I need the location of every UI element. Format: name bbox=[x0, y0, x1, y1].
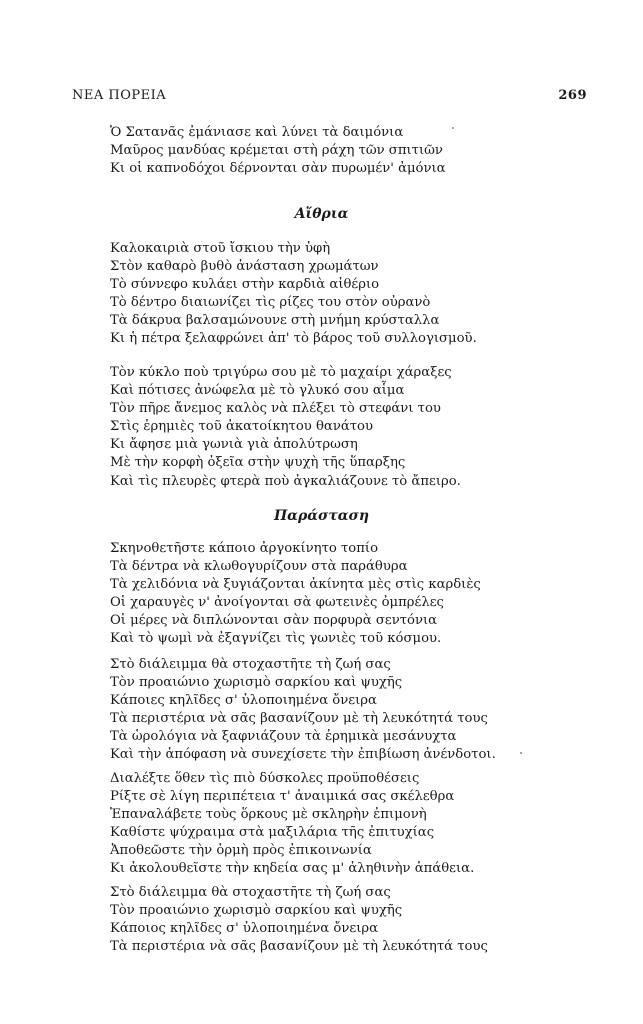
verse-line: Τὸν προαιώνιο χωρισμὸ σαρκίου καὶ ψυχῆς bbox=[110, 675, 403, 691]
verse-line: Ρίξτε σὲ λίγη περιπέτεια τ' ἀναιμικά σας σκέλεθρα bbox=[110, 789, 455, 805]
verse-line: Καθίστε ψύχραιμα στὰ μαξιλάρια τῆς ἐπιτυχίας bbox=[110, 825, 435, 841]
verse-line: Κάποιες κηλῖδες σ' ὑλοποιημένα ὄνειρα bbox=[110, 693, 377, 709]
verse-line: Ὁ Σατανᾶς ἐμάνιασε καὶ λύνει τὰ δαιμόνια bbox=[110, 125, 404, 140]
verse-line: Μὲ τὴν κορφὴ ὀξεῖα στὴν ψυχὴ τῆς ὕπαρξης bbox=[110, 455, 406, 471]
verse-line: Κάποιος κηλῖδες σ' ὑλοποιημένα ὄνειρα bbox=[110, 921, 379, 937]
verse-line: Τὸν κύκλο ποὺ τριγύρω σου μὲ τὸ μαχαίρι χάραξες bbox=[110, 365, 452, 380]
verse-line: Σκηνοθετῆστε κάποιο ἀργοκίνητο τοπίο bbox=[110, 541, 379, 556]
verse-line: Τὸ σύννεφο κυλάει στὴν καρδιὰ αἰθέριο bbox=[110, 277, 380, 293]
verse-line: Καὶ τὶς πλευρὲς φτερὰ ποὺ ἀγκαλιάζουνε τὸ ἄπειρο. bbox=[110, 473, 461, 489]
stanza bbox=[110, 884, 488, 956]
verse-line: Τὸ δέντρο διαιωνίζει τὶς ρίζες του στὸν οὐρανὸ bbox=[110, 295, 431, 311]
page-number: 269 bbox=[558, 88, 587, 103]
verse-line: Κι οἱ καπνοδόχοι δέρνονται σὰν πυρωμέν' ἀμόνια bbox=[110, 161, 446, 177]
verse-line: Στὸν καθαρὸ βυθὸ ἀνάσταση χρωμάτων bbox=[110, 259, 379, 275]
stanza bbox=[110, 124, 446, 178]
verse-line: Οἱ μέρες νὰ διπλώνονται σὰν πορφυρὰ σεντόνια bbox=[110, 613, 438, 629]
stanza bbox=[110, 656, 496, 765]
stanza bbox=[110, 540, 481, 649]
verse-line: Οἱ χαραυγὲς ν' ἀνοίγονται σὰ φωτεινὲς ὀμπρέλες bbox=[110, 595, 444, 611]
verse-line: Διαλέξτε ὅθεν τὶς πιὸ δύσκολες προϋποθέσεις bbox=[110, 771, 420, 786]
verse-line: Στὶς ἐρημιὲς τοῦ ἀκατοίκητου θανάτου bbox=[110, 419, 374, 435]
verse-line: Στὸ διάλειμμα θὰ στοχαστῆτε τὴ ζωή σας bbox=[110, 885, 391, 900]
stanza bbox=[110, 240, 477, 349]
verse-line: Τὰ ὡρολόγια νὰ ξαφνιάζουν τὰ ἐρημικὰ μεσάνυχτα bbox=[110, 729, 457, 745]
verse-line: Ἀποθεῶστε τὴν ὁρμὴ πρὸς ἐπικοινωνία bbox=[110, 843, 372, 859]
verse-line: Τὰ δάκρυα βαλσαμώνουνε στὴ μνήμη κρύσταλλα bbox=[110, 313, 440, 329]
verse-line: Τὸν πῆρε ἄνεμος καλὸς νὰ πλέξει τὸ στεφάνι του bbox=[110, 401, 441, 417]
poem-title: Παράσταση bbox=[273, 508, 370, 524]
verse-line: Καὶ τὴν ἀπόφαση νὰ συνεχίσετε τὴν ἐπιβίωση ἀνένδοτοι. bbox=[110, 747, 496, 763]
verse-line: Κι ἀκολουθεῖστε τὴν κηδεία σας μ' ἀληθινὴν ἀπάθεια. bbox=[110, 861, 475, 877]
verse-line: Κι ἡ πέτρα ξελαφρώνει ἀπ' τὸ βάρος τοῦ συλλογισμοῦ. bbox=[110, 331, 477, 347]
print-speck bbox=[452, 127, 454, 129]
journal-title: ΝΕΑ ΠΟΡΕΙΑ bbox=[72, 88, 167, 103]
verse-line: Καλοκαιριὰ στοῦ ἴσκιου τὴν ὑφὴ bbox=[110, 241, 331, 256]
verse-line: Τὰ περιστέρια νὰ σᾶς βασανίζουν μὲ τὴ λευκότητά τους bbox=[110, 939, 488, 955]
verse-line: Καὶ πότισες ἀνώφελα μὲ τὸ γλυκό σου αἷμα bbox=[110, 383, 405, 399]
verse-line: Τὰ χελιδόνια νὰ ξυγιάζονται ἀκίνητα μὲς στὶς καρδιὲς bbox=[110, 577, 481, 593]
verse-line: Ἐπαναλάβετε τοὺς ὅρκους μὲ σκληρὴν ἐπιμονὴ bbox=[110, 807, 427, 823]
stanza bbox=[110, 770, 474, 879]
verse-line: Κι ἄφησε μιὰ γωνιὰ γιὰ ἀπολύτρωση bbox=[110, 437, 358, 453]
verse-line: Τὰ περιστέρια νὰ σᾶς βασανίζουν μὲ τὴ λευκότητά τους bbox=[110, 711, 488, 727]
print-speck bbox=[520, 752, 522, 754]
verse-line: Καὶ τὸ ψωμὶ νὰ ἐξαγνίζει τὶς γωνιὲς τοῦ κόσμου. bbox=[110, 631, 442, 647]
verse-line: Τὸν προαιώνιο χωρισμὸ σαρκίου καὶ ψυχῆς bbox=[110, 903, 403, 919]
verse-line: Στὸ διάλειμμα θὰ στοχαστῆτε τὴ ζωή σας bbox=[110, 657, 391, 672]
verse-line: Μαῦρος μανδύας κρέμεται στὴ ράχη τῶν σπιτιῶν bbox=[110, 143, 443, 159]
verse-line: Τὰ δέντρα νὰ κλωθογυρίζουν στὰ παράθυρα bbox=[110, 559, 408, 575]
stanza bbox=[110, 364, 461, 491]
poem-title: Αἴθρια bbox=[294, 206, 349, 222]
